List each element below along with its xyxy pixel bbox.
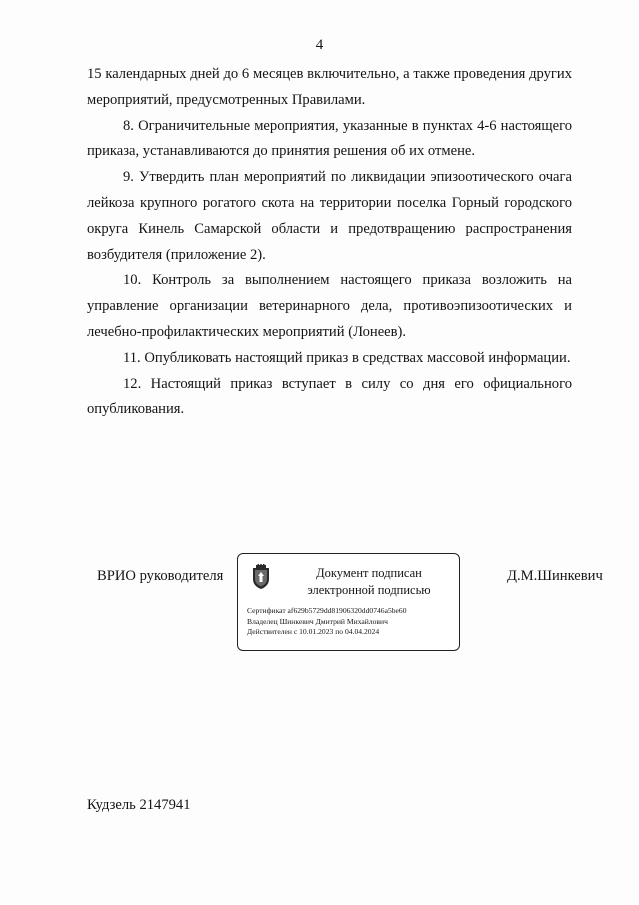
executor-note: Кудзель 2147941 <box>87 797 191 813</box>
stamp-validity: Действителен с 10.01.2023 по 04.04.2024 <box>247 627 380 636</box>
coat-of-arms-icon <box>250 564 272 590</box>
stamp-owner: Владелец Шинкевич Дмитрий Михайлович <box>247 616 388 626</box>
signer-name: Д.М.Шинкевич <box>507 568 603 584</box>
electronic-signature-stamp <box>237 553 460 651</box>
signature-block <box>0 553 639 653</box>
stamp-line-1: Документ подписан <box>316 566 422 580</box>
paragraph-item-9: 9. Утвердить план мероприятий по ликвидации эпизоотического очага лейкоза крупного рогатого скота на территории поселка Горный городского округа Кинель Самарской области и предотвращению распространения возбудителя (приложение 2). <box>87 169 572 263</box>
stamp-details <box>247 606 407 638</box>
paragraph-item-10: 10. Контроль за выполнением настоящего приказа возложить на управление организации ветеринарного дела, противоэпизоотических и лечебно-профилактических мероприятий (Лонеев). <box>87 272 572 340</box>
stamp-line-2: электронной подписью <box>307 583 431 597</box>
paragraph-item-11: 11. Опубликовать настоящий приказ в средствах массовой информации. <box>123 349 571 366</box>
signer-position: ВРИО руководителя <box>97 568 224 584</box>
paragraph-continuation: 15 календарных дней до 6 месяцев включительно, а также проведения других мероприятий, предусмотренных Правилами. <box>87 66 572 108</box>
stamp-heading <box>283 565 455 599</box>
document-body <box>87 62 572 423</box>
paragraph-item-8: 8. Ограничительные мероприятия, указанные в пунктах 4-6 настоящего приказа, устанавливаются до принятия решения об их отмене. <box>87 117 572 160</box>
page-number: 4 <box>315 37 324 53</box>
stamp-certificate: Сертификат af629b5729dd81906320dd0746a5be60 <box>247 606 407 615</box>
paragraph-item-12: 12. Настоящий приказ вступает в силу со дня его официального опубликования. <box>87 375 572 418</box>
